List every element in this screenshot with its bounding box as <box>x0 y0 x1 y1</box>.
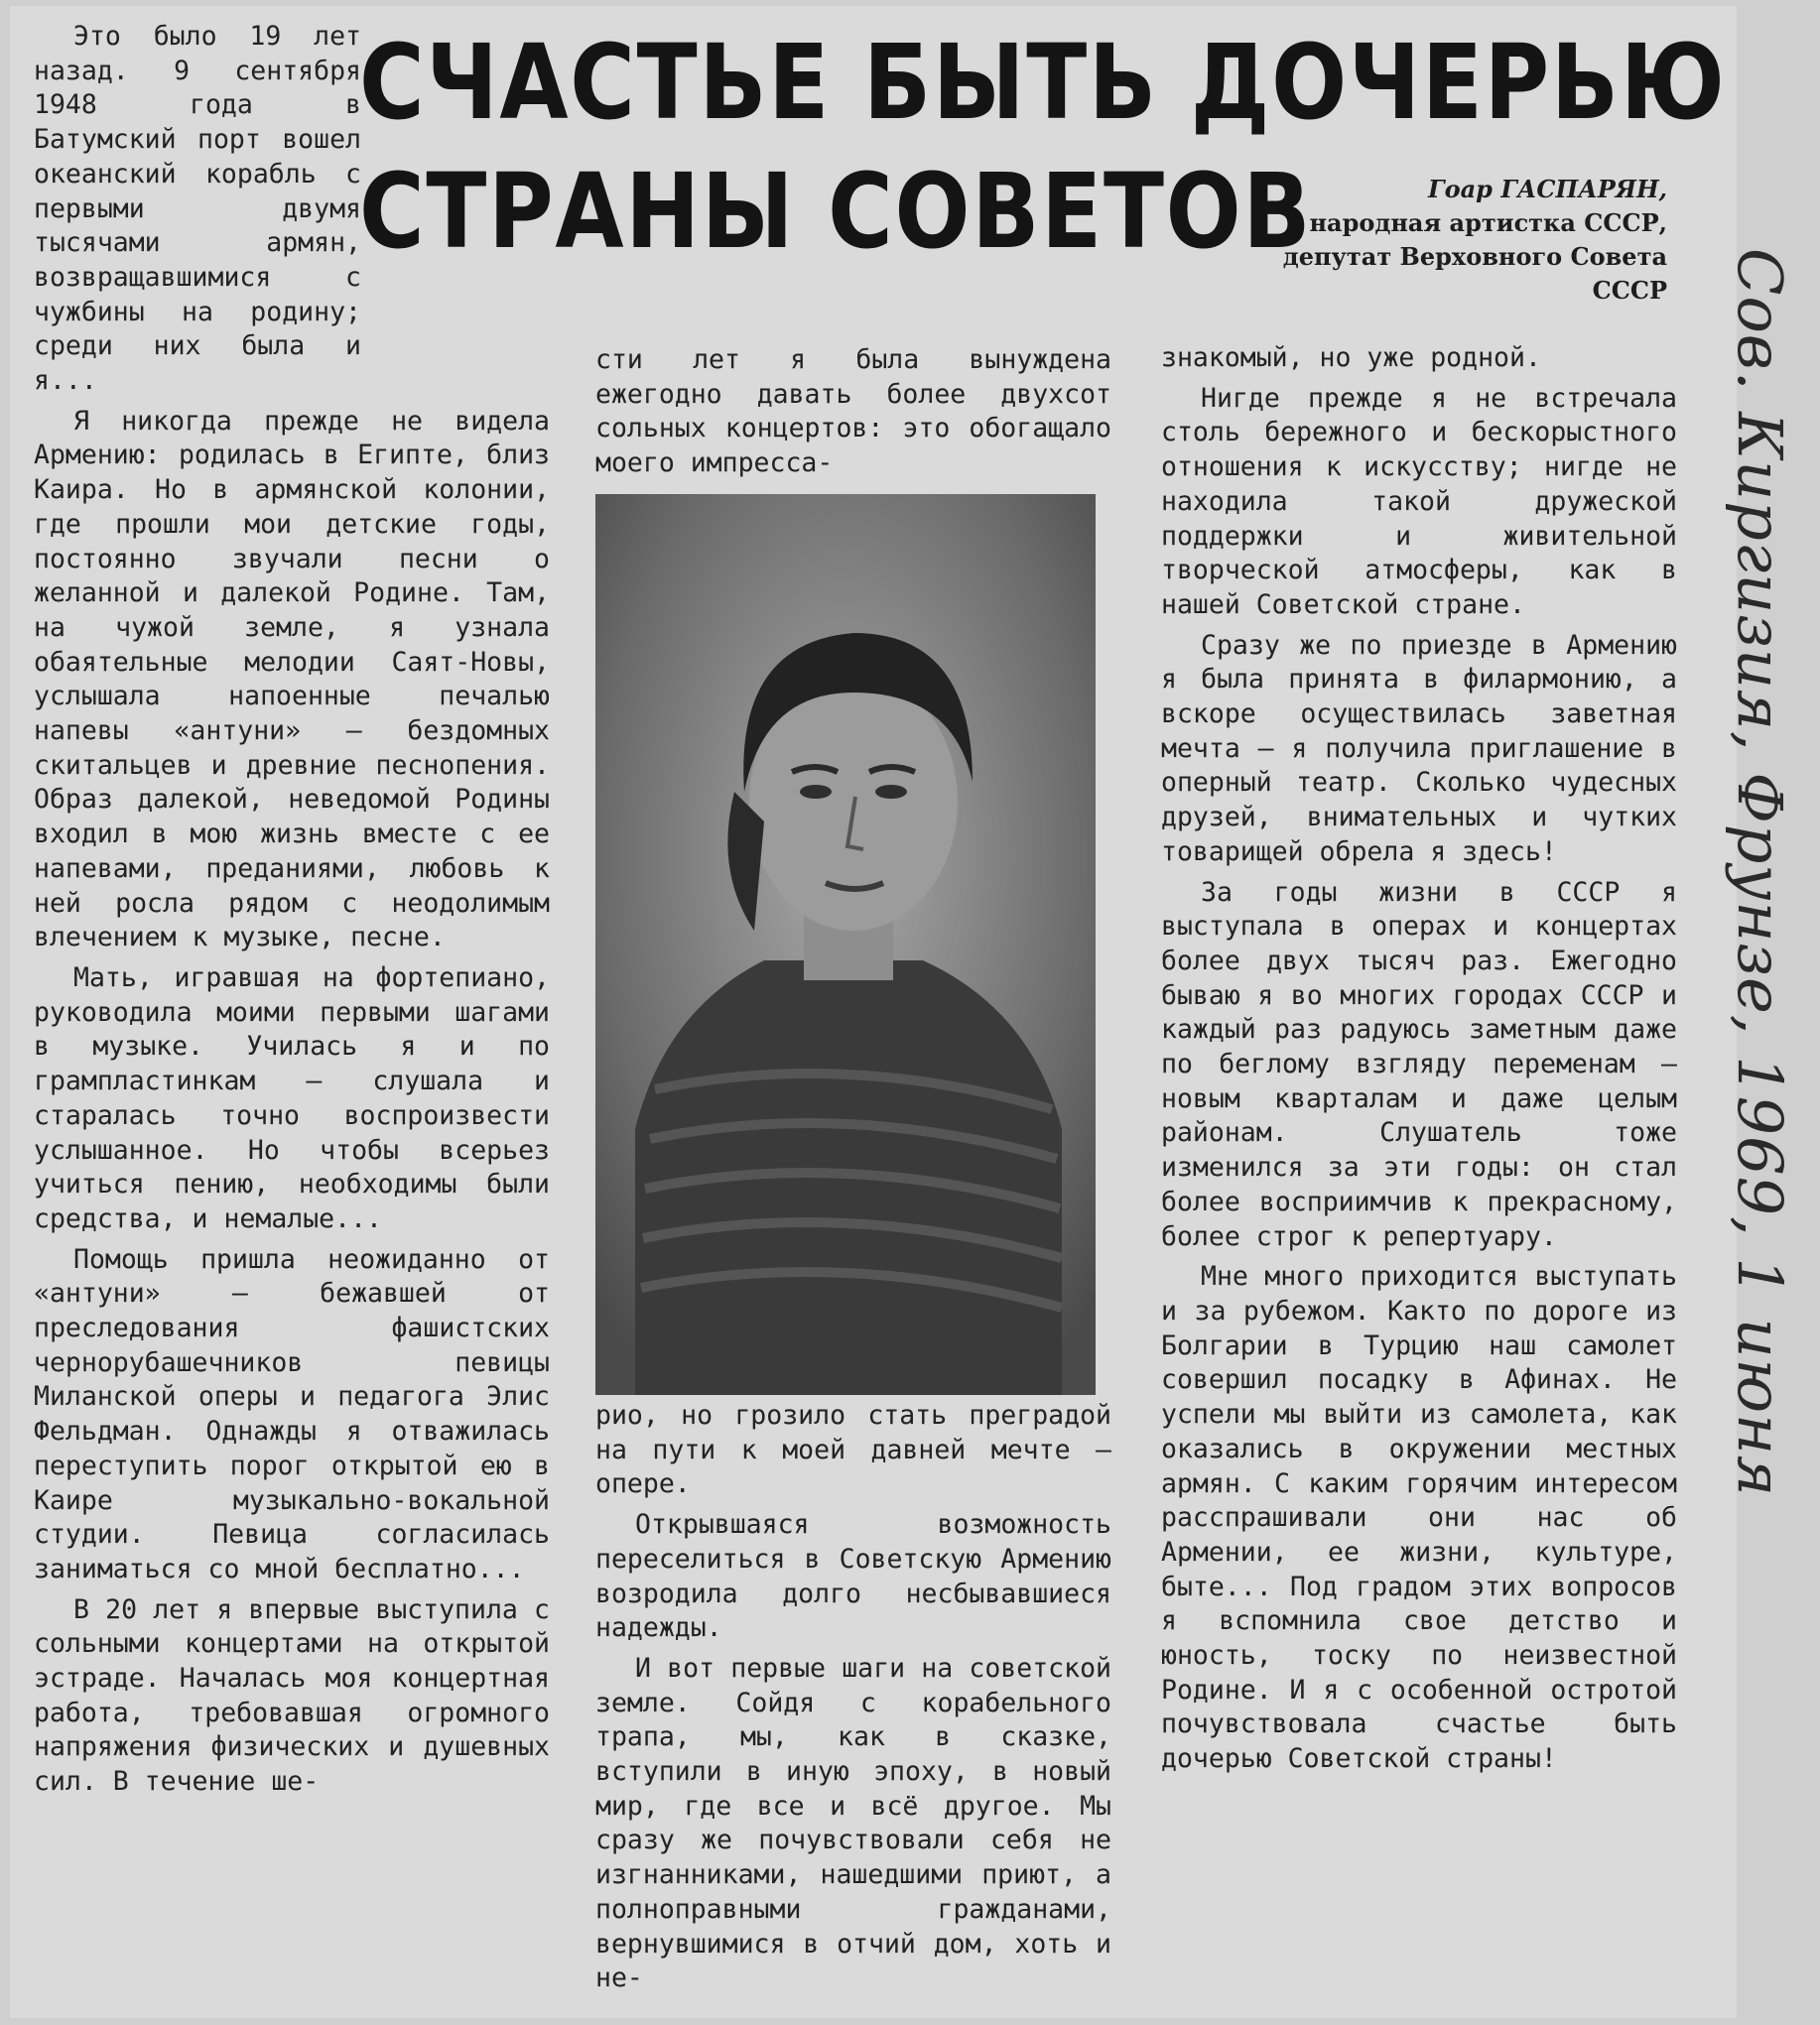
paragraph: знакомый, но уже родной. <box>1161 342 1541 373</box>
portrait-photo-icon <box>595 494 1096 1395</box>
paragraph: И вот первые шаги на советской земле. Сойдя с корабельного трапа, мы, как в сказке, вступили в иную эпоху, в новый мир, где все и всё другое. Мы сразу же почувствовали себя не изгнанниками, нашедшими приют, а полноправными гражданами, вернувшимися в отчий дом, хоть и не- <box>595 1652 1111 1994</box>
paragraph: Помощь пришла неожиданно от «антуни» — бежавшей от преследования фашистских чернорубашечников певицы Миланской оперы и педагога Элис Фельдман. Однажды я отважилась переступить порог открытой ею в Каире музыкально-вокальной студии. Певица согласилась заниматься со мной бесплатно... <box>34 1243 550 1584</box>
newspaper-clipping <box>10 6 1737 2018</box>
article-column-2-top <box>595 343 1111 487</box>
portrait-photo <box>595 494 1096 1395</box>
paragraph: В 20 лет я впервые выступила с сольными концертами на открытой эстраде. Началась моя концертная работа, требовавшая огромного напряжения физических и душевных сил. В течение ше- <box>34 1593 550 1798</box>
paragraph: рио, но грозило стать преградой на пути к моей давней мечте — опере. <box>595 1400 1111 1500</box>
paragraph: За годы жизни в СССР я выступала в операх и концертах более двух тысяч раз. Ежегодно бываю я во многих городах СССР и каждый раз радуюсь заметным даже по беглому взгляду переменам — новым кварталам и даже целым районам. Слушатель тоже изменился за эти годы: он стал более восприимчив к прекрасному, более строг к репертуару. <box>1161 876 1677 1252</box>
article-column-2-bottom <box>595 1399 1111 2002</box>
headline-line-1: СЧАСТЬЕ БЫТЬ ДОЧЕРЬЮ <box>359 22 1727 143</box>
headline-line-2: СТРАНЫ СОВЕТОВ <box>359 151 1313 272</box>
author-title-1: народная артистка СССР, <box>1309 208 1667 237</box>
byline <box>1191 173 1667 308</box>
paragraph: Мать, игравшая на фортепиано, руководила моими первыми шагами в музыке. Училась я и по грампластинкам — слушала и старалась точно воспроизвести услышанное. Но чтобы всерьез учиться пению, необходимы были средства, и немалые... <box>34 961 550 1234</box>
paragraph: Открывшаяся возможность переселиться в Советскую Армению возродила долго несбывавшиеся надежды. <box>595 1509 1111 1644</box>
article-column-3 <box>1161 341 1677 1783</box>
author-title-3: СССР <box>1592 276 1667 305</box>
paragraph: Нигде прежде я не встречала столь бережного и бескорыстного отношения к искусству; нигде не находила такой дружеской поддержки и живительной творческой атмосферы, как в нашей Советской стране. <box>1161 382 1677 620</box>
paragraph: Это было 19 лет назад. 9 сентября 1948 года в Батумский порт вошел океанский корабль с первыми двумя тысячами армян, возвращавшимися с чужбины на родину; среди них была и я... <box>34 21 361 397</box>
paragraph: Мне много приходится выступать и за рубежом. Както по дороге из Болгарии в Турцию наш самолет совершил посадку в Афинах. Не успели мы выйти из самолета, как оказались в окружении местных армян. С каким горячим интересом расспрашивали они нас об Армении, ее жизни, культуре, быте... Под градом этих вопросов я вспомнила свое детство и юность, тоску по неизвестной Родине. И я с особенной остротой почувствовала счастье быть дочерью Советской страны! <box>1161 1261 1677 1775</box>
author-title-2: депутат Верховного Совета <box>1282 242 1667 271</box>
author-name: Гоар ГАСПАРЯН, <box>1428 175 1667 203</box>
paragraph: сти лет я была вынуждена ежегодно давать более двухсот сольных концертов: это обогащало моего импресса- <box>595 344 1111 479</box>
source-note-text: Сов. Киргизия, Фрунзе, 1969, 1 июня <box>1724 248 1796 1497</box>
paragraph: Сразу же по приезде в Армению я была принята в филармонию, а вскоре осуществилась заветная мечта — я получила приглашение в оперный театр. Сколько чудесных друзей, внимательных и чутких товарищей обрела я здесь! <box>1161 629 1677 867</box>
paragraph: Я никогда прежде не видела Армению: родилась в Египте, близ Каира. Но в армянской колонии, где прошли мои детские годы, постоянно звучали песни о желанной и далекой Родине. Там, на чужой земле, я узнала обаятельные мелодии Саят-Новы, услышала напоенные печалью напевы «антуни» — бездомных скитальцев и древние песнопения. Образ далекой, неведомой Родины входил в мою жизнь вместе с ее напевами, преданиями, любовь к ней росла рядом с неодолимым влечением к музыке, песне. <box>34 405 550 953</box>
handwritten-source-note <box>1724 248 1816 1716</box>
article-column-1 <box>34 20 550 1806</box>
